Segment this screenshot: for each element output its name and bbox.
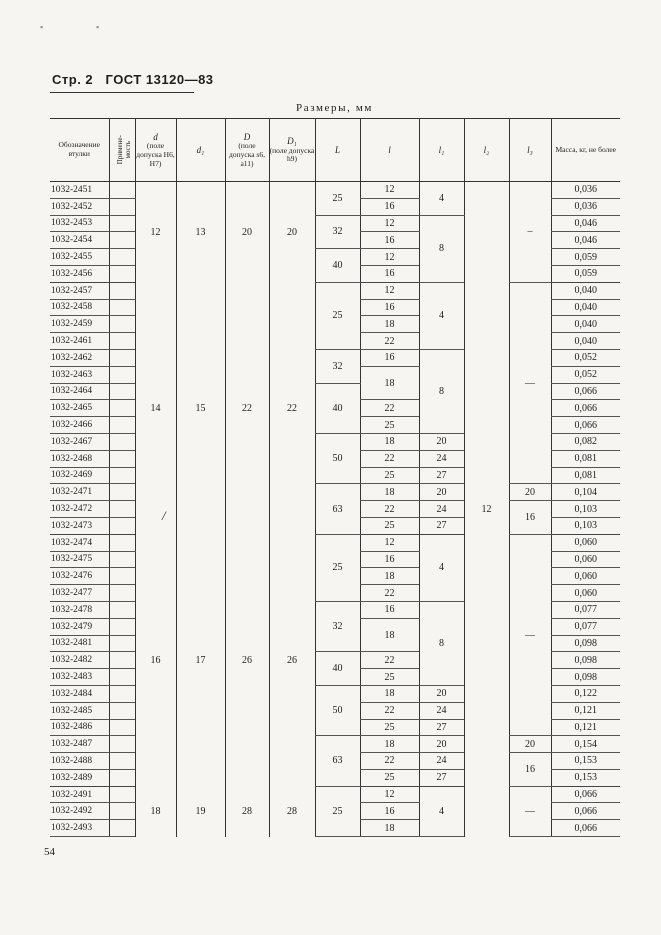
- application-cell: [109, 333, 135, 350]
- L-cell: 50: [315, 433, 360, 483]
- d1-cell: 13: [176, 182, 225, 283]
- application-cell: [109, 517, 135, 534]
- mass-cell: 0,154: [551, 736, 620, 753]
- l3-cell: —: [509, 534, 551, 736]
- l1-cell: 8: [419, 215, 464, 282]
- l1-cell: 4: [419, 534, 464, 601]
- l1-cell: 8: [419, 349, 464, 433]
- col-l: l: [360, 119, 419, 182]
- l2-cell: 12: [464, 182, 509, 837]
- L-cell: 32: [315, 349, 360, 383]
- application-cell: [109, 618, 135, 635]
- designation-cell: 1032-2474: [50, 534, 109, 551]
- L-cell: 40: [315, 652, 360, 686]
- designation-cell: 1032-2467: [50, 433, 109, 450]
- application-cell: [109, 719, 135, 736]
- designation-cell: 1032-2482: [50, 652, 109, 669]
- l1-cell: 20: [419, 433, 464, 450]
- d1-cell: 19: [176, 786, 225, 836]
- application-cell: [109, 349, 135, 366]
- mass-cell: 0,081: [551, 450, 620, 467]
- mass-cell: 0,103: [551, 501, 620, 518]
- designation-cell: 1032-2492: [50, 803, 109, 820]
- mass-cell: 0,077: [551, 618, 620, 635]
- mass-cell: 0,040: [551, 333, 620, 350]
- application-cell: [109, 433, 135, 450]
- application-cell: [109, 316, 135, 333]
- l-cell: 16: [360, 349, 419, 366]
- application-cell: [109, 198, 135, 215]
- mass-cell: 0,121: [551, 719, 620, 736]
- table-row: [50, 282, 620, 299]
- application-cell: [109, 467, 135, 484]
- designation-cell: 1032-2478: [50, 601, 109, 618]
- l-cell: 16: [360, 232, 419, 249]
- l1-cell: 24: [419, 702, 464, 719]
- mass-cell: 0,060: [551, 585, 620, 602]
- col-l1: l₁: [419, 119, 464, 182]
- l3-cell: 16: [509, 501, 551, 535]
- D-cell: 22: [225, 282, 269, 534]
- l-cell: 22: [360, 450, 419, 467]
- L-cell: 63: [315, 736, 360, 786]
- D-cell: 28: [225, 786, 269, 836]
- table-caption: Размеры, мм: [296, 102, 373, 114]
- L-cell: 32: [315, 601, 360, 651]
- l1-cell: 8: [419, 601, 464, 685]
- page-number: 54: [44, 846, 55, 858]
- l-cell: 16: [360, 265, 419, 282]
- designation-cell: 1032-2493: [50, 820, 109, 837]
- l-cell: 25: [360, 517, 419, 534]
- l-cell: 18: [360, 618, 419, 652]
- D1-cell: 28: [269, 786, 315, 836]
- mass-cell: 0,052: [551, 366, 620, 383]
- designation-cell: 1032-2464: [50, 383, 109, 400]
- col-mass: Масса, кг, не более: [551, 119, 620, 182]
- application-cell: [109, 265, 135, 282]
- header-rule: [50, 92, 194, 93]
- application-cell: [109, 769, 135, 786]
- application-cell: [109, 484, 135, 501]
- designation-cell: 1032-2466: [50, 417, 109, 434]
- mass-cell: 0,066: [551, 417, 620, 434]
- application-cell: [109, 568, 135, 585]
- mass-cell: 0,060: [551, 551, 620, 568]
- l-cell: 18: [360, 366, 419, 400]
- D-cell: 26: [225, 534, 269, 786]
- l-cell: 18: [360, 736, 419, 753]
- l1-cell: 27: [419, 719, 464, 736]
- col-d: d (поле допуска Н6, Н7): [135, 119, 176, 182]
- application-cell: [109, 232, 135, 249]
- designation-cell: 1032-2468: [50, 450, 109, 467]
- mass-cell: 0,153: [551, 769, 620, 786]
- l1-cell: 27: [419, 467, 464, 484]
- l-cell: 22: [360, 753, 419, 770]
- l-cell: 16: [360, 198, 419, 215]
- application-cell: [109, 736, 135, 753]
- mass-cell: 0,040: [551, 299, 620, 316]
- d1-cell: 17: [176, 534, 225, 786]
- mass-cell: 0,046: [551, 215, 620, 232]
- designation-cell: 1032-2479: [50, 618, 109, 635]
- application-cell: [109, 249, 135, 266]
- designation-cell: 1032-2455: [50, 249, 109, 266]
- designation-cell: 1032-2489: [50, 769, 109, 786]
- designation-cell: 1032-2452: [50, 198, 109, 215]
- l1-cell: 27: [419, 769, 464, 786]
- l3-cell: 16: [509, 753, 551, 787]
- application-cell: [109, 753, 135, 770]
- page-header: [52, 72, 214, 87]
- application-cell: [109, 501, 135, 518]
- l1-cell: 20: [419, 685, 464, 702]
- l-cell: 18: [360, 820, 419, 837]
- l3-cell: —: [509, 786, 551, 836]
- table-row: [50, 534, 620, 551]
- l-cell: 18: [360, 484, 419, 501]
- designation-cell: 1032-2458: [50, 299, 109, 316]
- application-cell: [109, 685, 135, 702]
- application-cell: [109, 702, 135, 719]
- col-application: Примене- мость: [109, 119, 135, 182]
- L-cell: 63: [315, 484, 360, 534]
- l1-cell: 24: [419, 753, 464, 770]
- d-cell: 16: [135, 534, 176, 786]
- designation-cell: 1032-2451: [50, 182, 109, 199]
- l-cell: 12: [360, 215, 419, 232]
- col-D1: D₁ (поле допуска h9): [269, 119, 315, 182]
- application-cell: [109, 417, 135, 434]
- mass-cell: 0,040: [551, 282, 620, 299]
- l1-cell: 24: [419, 501, 464, 518]
- l-cell: 18: [360, 433, 419, 450]
- l-cell: 18: [360, 685, 419, 702]
- designation-cell: 1032-2476: [50, 568, 109, 585]
- l-cell: 16: [360, 551, 419, 568]
- designation-cell: 1032-2459: [50, 316, 109, 333]
- designation-cell: 1032-2463: [50, 366, 109, 383]
- designation-cell: 1032-2491: [50, 786, 109, 803]
- col-l2: l₂: [464, 119, 509, 182]
- l-cell: 25: [360, 417, 419, 434]
- application-cell: [109, 383, 135, 400]
- l1-cell: 24: [419, 450, 464, 467]
- mass-cell: 0,046: [551, 232, 620, 249]
- designation-cell: 1032-2461: [50, 333, 109, 350]
- application-cell: [109, 669, 135, 686]
- mass-cell: 0,081: [551, 467, 620, 484]
- application-cell: [109, 635, 135, 652]
- application-cell: [109, 585, 135, 602]
- application-cell: [109, 786, 135, 803]
- l1-cell: 20: [419, 484, 464, 501]
- designation-cell: 1032-2485: [50, 702, 109, 719]
- l-cell: 12: [360, 249, 419, 266]
- L-cell: 25: [315, 534, 360, 601]
- designation-cell: 1032-2457: [50, 282, 109, 299]
- table-row: [50, 786, 620, 803]
- col-d1: d₁: [176, 119, 225, 182]
- designation-cell: 1032-2484: [50, 685, 109, 702]
- l-cell: 16: [360, 299, 419, 316]
- designation-cell: 1032-2454: [50, 232, 109, 249]
- application-cell: [109, 551, 135, 568]
- designation-cell: 1032-2456: [50, 265, 109, 282]
- application-cell: [109, 282, 135, 299]
- l-cell: 25: [360, 467, 419, 484]
- application-cell: [109, 820, 135, 837]
- mass-cell: 0,066: [551, 383, 620, 400]
- d-cell: 14: [135, 282, 176, 534]
- mass-cell: 0,077: [551, 601, 620, 618]
- l-cell: 12: [360, 182, 419, 199]
- L-cell: 25: [315, 786, 360, 836]
- designation-cell: 1032-2469: [50, 467, 109, 484]
- l-cell: 16: [360, 601, 419, 618]
- mass-cell: 0,098: [551, 635, 620, 652]
- mass-cell: 0,066: [551, 786, 620, 803]
- d-cell: 18: [135, 786, 176, 836]
- mass-cell: 0,098: [551, 652, 620, 669]
- l-cell: 18: [360, 316, 419, 333]
- mass-cell: 0,122: [551, 685, 620, 702]
- l-cell: 12: [360, 282, 419, 299]
- l3-cell: –: [509, 182, 551, 283]
- application-cell: [109, 215, 135, 232]
- l-cell: 22: [360, 702, 419, 719]
- L-cell: 50: [315, 685, 360, 735]
- mass-cell: 0,060: [551, 568, 620, 585]
- mass-cell: 0,153: [551, 753, 620, 770]
- l-cell: 18: [360, 568, 419, 585]
- mass-cell: 0,066: [551, 820, 620, 837]
- l-cell: 12: [360, 534, 419, 551]
- mass-cell: 0,082: [551, 433, 620, 450]
- d-cell: 12: [135, 182, 176, 283]
- mass-cell: 0,059: [551, 249, 620, 266]
- standard-number: ГОСТ 13120—83: [105, 72, 214, 87]
- application-cell: [109, 450, 135, 467]
- mass-cell: 0,036: [551, 198, 620, 215]
- designation-cell: 1032-2473: [50, 517, 109, 534]
- col-designation: Обозначение втулки: [50, 119, 109, 182]
- mass-cell: 0,104: [551, 484, 620, 501]
- l-cell: 22: [360, 585, 419, 602]
- mass-cell: 0,098: [551, 669, 620, 686]
- application-cell: [109, 299, 135, 316]
- D-cell: 20: [225, 182, 269, 283]
- mass-cell: 0,036: [551, 182, 620, 199]
- designation-cell: 1032-2483: [50, 669, 109, 686]
- l3-cell: 20: [509, 736, 551, 753]
- table-row: [50, 182, 620, 199]
- l-cell: 25: [360, 719, 419, 736]
- mass-cell: 0,060: [551, 534, 620, 551]
- L-cell: 40: [315, 383, 360, 433]
- l-cell: 16: [360, 803, 419, 820]
- scan-mark: ▪: [96, 22, 100, 32]
- l1-cell: 27: [419, 517, 464, 534]
- page-label: Стр. 2: [52, 72, 94, 87]
- d1-cell: 15: [176, 282, 225, 534]
- designation-cell: 1032-2472: [50, 501, 109, 518]
- l1-cell: 4: [419, 282, 464, 349]
- L-cell: 25: [315, 282, 360, 349]
- designation-cell: 1032-2475: [50, 551, 109, 568]
- L-cell: 25: [315, 182, 360, 216]
- designation-cell: 1032-2465: [50, 400, 109, 417]
- D1-cell: 26: [269, 534, 315, 786]
- mass-cell: 0,066: [551, 803, 620, 820]
- D1-cell: 22: [269, 282, 315, 534]
- designation-cell: 1032-2487: [50, 736, 109, 753]
- designation-cell: 1032-2462: [50, 349, 109, 366]
- l1-cell: 20: [419, 736, 464, 753]
- l-cell: 22: [360, 333, 419, 350]
- l-cell: 12: [360, 786, 419, 803]
- application-cell: [109, 534, 135, 551]
- mass-cell: 0,059: [551, 265, 620, 282]
- L-cell: 32: [315, 215, 360, 249]
- l1-cell: 4: [419, 786, 464, 836]
- l-cell: 22: [360, 652, 419, 669]
- L-cell: 40: [315, 249, 360, 283]
- l3-cell: 20: [509, 484, 551, 501]
- l1-cell: 4: [419, 182, 464, 216]
- application-cell: [109, 182, 135, 199]
- designation-cell: 1032-2481: [50, 635, 109, 652]
- mass-cell: 0,040: [551, 316, 620, 333]
- mass-cell: 0,066: [551, 400, 620, 417]
- mass-cell: 0,121: [551, 702, 620, 719]
- col-D: D (поле допуска s6, a11): [225, 119, 269, 182]
- col-l3: l₃: [509, 119, 551, 182]
- dimensions-table: [50, 118, 620, 837]
- application-cell: [109, 366, 135, 383]
- mass-cell: 0,103: [551, 517, 620, 534]
- l-cell: 22: [360, 501, 419, 518]
- designation-cell: 1032-2453: [50, 215, 109, 232]
- l-cell: 22: [360, 400, 419, 417]
- scan-mark: ▪: [40, 22, 44, 32]
- stray-mark: /: [162, 508, 166, 523]
- l3-cell: —: [509, 282, 551, 484]
- application-cell: [109, 652, 135, 669]
- application-cell: [109, 400, 135, 417]
- application-cell: [109, 803, 135, 820]
- l-cell: 25: [360, 769, 419, 786]
- designation-cell: 1032-2471: [50, 484, 109, 501]
- designation-cell: 1032-2488: [50, 753, 109, 770]
- col-L: L: [315, 119, 360, 182]
- designation-cell: 1032-2477: [50, 585, 109, 602]
- application-cell: [109, 601, 135, 618]
- mass-cell: 0,052: [551, 349, 620, 366]
- D1-cell: 20: [269, 182, 315, 283]
- table-header-row: [50, 119, 620, 182]
- l-cell: 25: [360, 669, 419, 686]
- designation-cell: 1032-2486: [50, 719, 109, 736]
